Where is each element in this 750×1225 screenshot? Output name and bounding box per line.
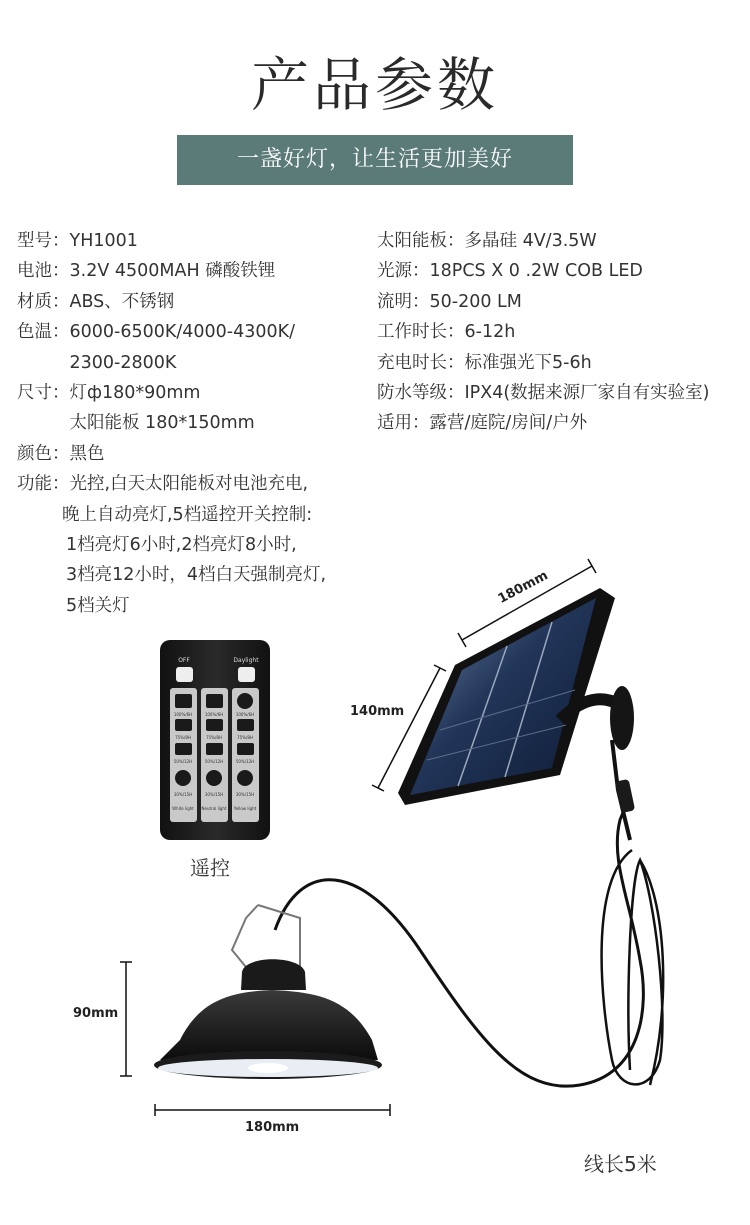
lamp-width-label: 180mm [245,1120,300,1135]
function-line: 光控,白天太阳能板对电池充电, [69,474,309,495]
remote-button-label: 100%/6H [235,712,255,717]
spec-value: 露营/庭院/房间/户外 [429,413,588,434]
remote-button-label: 50%/12H [173,759,193,764]
remote-button-label: 50%/12H [204,759,224,764]
remote-daylight-label: Daylight [233,657,259,664]
panel-width-label: 180mm [495,568,551,607]
spec-value: 灯ф180*90mm [69,383,201,404]
remote-button-label: 100%/6H [173,712,193,717]
spec-label: 型号： [17,231,70,251]
spec-label: 材质： [17,291,70,312]
cable-plug [615,779,635,813]
function-line: 晚上自动亮灯,5档遥控开关控制: [62,504,313,525]
remote-caption: 遥控 [190,856,230,880]
page-title: 产品参数 [250,51,499,119]
spec-value: ABS、不锈钢 [69,291,175,312]
remote-button-label: 30%/15H [173,792,193,797]
pendant-lamp [154,905,382,1079]
spec-value: 多晶硅 4V/3.5W [464,231,597,251]
spec-value: 50-200 LM [429,291,522,312]
spec-label: 工作时长： [377,322,465,343]
spec-value: IPX4(数据来源厂家自有实验室) [464,383,710,404]
spec-value: 6-12h [464,322,516,343]
spec-label: 颜色： [17,443,70,464]
spec-label: 充电时长： [377,352,465,373]
cable-length-caption: 线长5米 [584,1152,657,1176]
function-line: 1档亮灯6小时,2档亮灯8小时, [66,535,297,556]
spec-label: 光源： [377,261,430,282]
remote-column-label: Neutral light [201,806,227,811]
spec-label: 防水等级： [377,383,465,404]
spec-label: 适用： [377,413,430,434]
solar-panel [398,588,634,805]
remote-column-label: Yellow light [233,806,257,811]
remote-control [160,640,270,840]
panel-height-label: 140mm [350,704,405,719]
spec-label: 流明： [377,291,430,312]
remote-button-label: 30%/15H [235,792,255,797]
spec-value: 黑色 [69,443,105,464]
spec-label: 色温： [17,322,70,343]
spec-value: YH1001 [69,231,138,251]
remote-button-label: 30%/15H [204,792,224,797]
lamp-height-label: 90mm [73,1006,119,1021]
spec-value: 标准强光下5-6h [464,352,592,373]
remote-button-label: 50%/12H [235,759,255,764]
spec-value: 6000-6500K/4000-4300K/ [69,322,296,343]
spec-value: 18PCS X 0 .2W COB LED [429,261,643,282]
remote-button-label: 75%/8H [206,735,222,740]
function-line: 5档关灯 [66,595,130,616]
spec-value: 3.2V 4500MAH 磷酸铁锂 [69,261,276,282]
function-line: 3档亮12小时，4档白天强制亮灯, [66,565,327,586]
spec-label: 太阳能板： [377,231,465,251]
remote-button-label: 100%/6H [204,712,224,717]
remote-button-label: 75%/8H [237,735,253,740]
spec-label: 电池： [17,261,70,282]
remote-button-label: 75%/8H [175,735,191,740]
remote-column-label: White light [172,806,194,811]
slogan-banner: 一盏好灯，让生活更加美好 [177,135,573,185]
spec-label: 功能： [17,474,70,495]
spec-value: 太阳能板 180*150mm [69,413,255,434]
remote-off-label: OFF [178,657,190,664]
spec-label: 尺寸： [17,383,70,404]
spec-value: 2300-2800K [69,352,177,373]
